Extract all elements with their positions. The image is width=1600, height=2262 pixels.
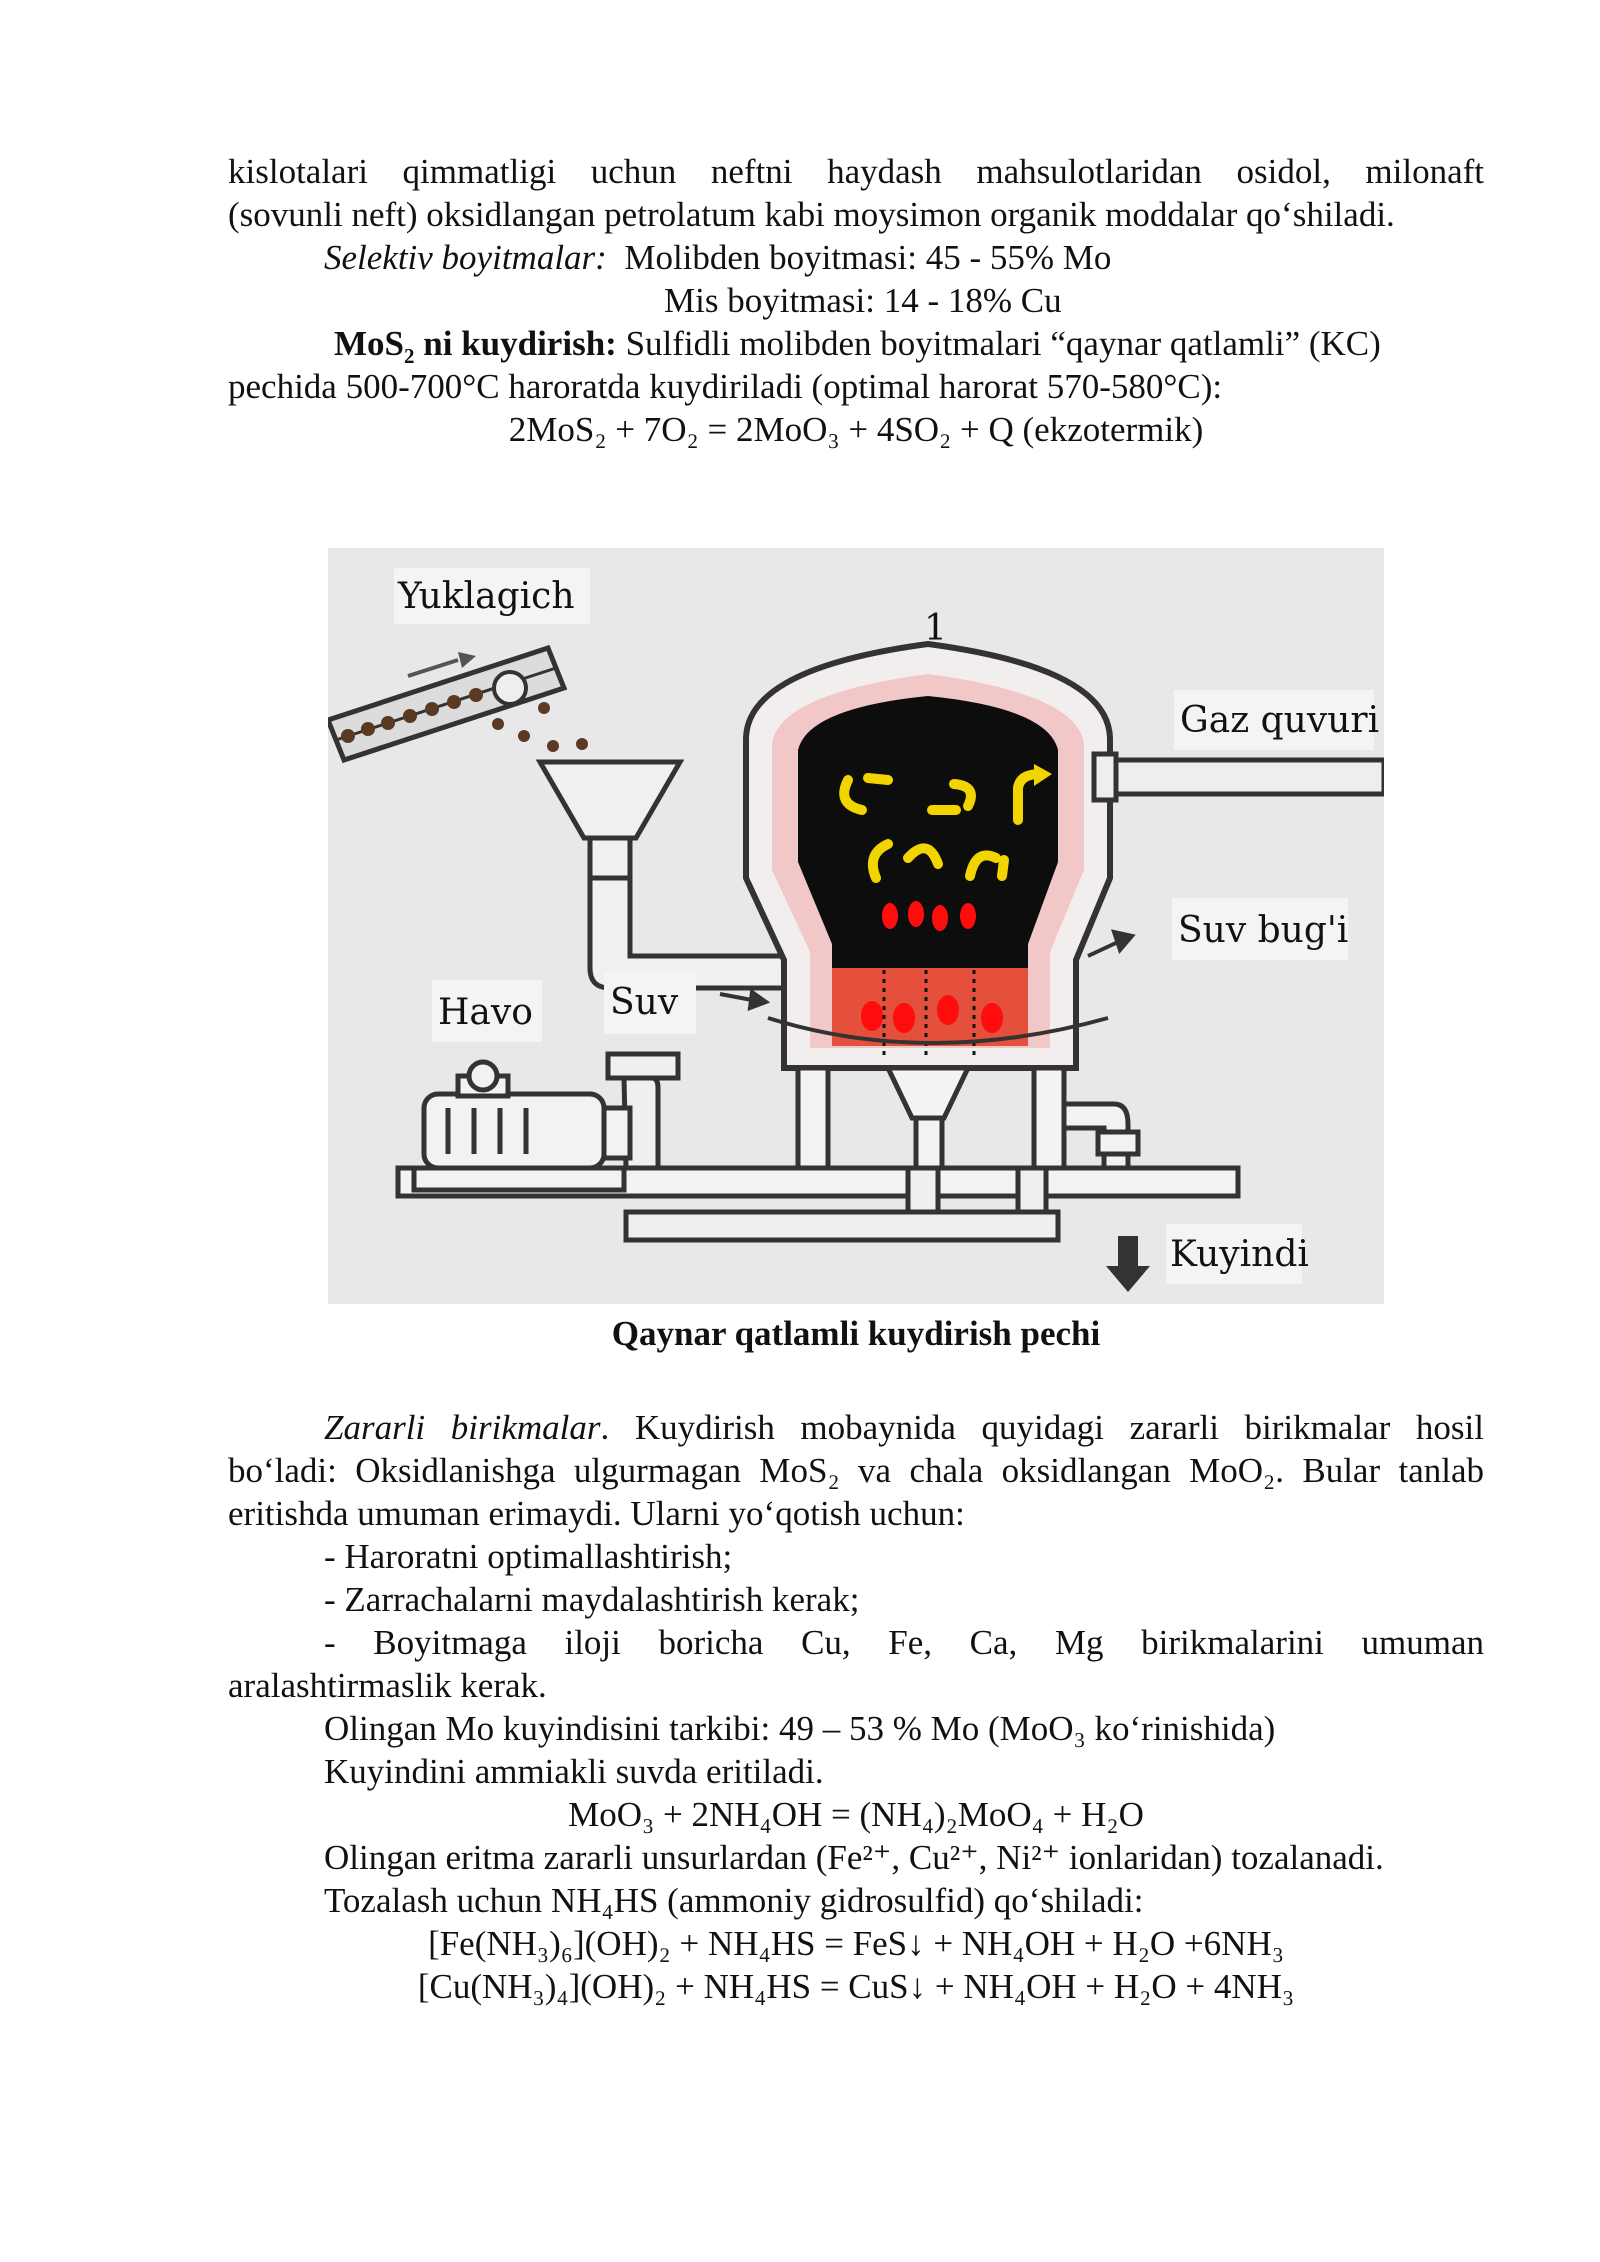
gas-pipe-graphic <box>1094 754 1384 800</box>
paragraph-line-2: (sovunli neft) oksidlangan petrolatum kabi moysimon organik moddalar qo‘shiladi. <box>228 195 1395 234</box>
list-item-continuation: aralashtirmaslik kerak. <box>228 1666 547 1705</box>
mos2-label: MoS$_2$ ni kuydirish: <box>334 324 617 368</box>
selective-cu: Mis boyitmasi: 14 - 18% Cu <box>664 281 1062 320</box>
selective-line <box>228 236 1484 279</box>
selective-label: Selektiv boyitmalar: <box>324 238 607 277</box>
list-item: - Boyitmaga iloji boricha Cu, Fe, Ca, Mg birikmalarini umuman <box>324 1623 1484 1662</box>
label-air: Havo <box>438 992 533 1033</box>
label-water: Suv <box>610 982 679 1023</box>
label-ash: Kuyindi <box>1170 1234 1309 1275</box>
bottom-text <box>228 1406 1484 2008</box>
label-loader: Yuklagich <box>398 576 575 617</box>
harmful-label: Zararli birikmalar <box>324 1408 601 1447</box>
label-steam: Suv bug'i <box>1178 910 1349 951</box>
furnace-graphic <box>746 644 1110 1068</box>
reagent-line: Tozalash uchun NH₄HS (ammoniy gidrosulfid) qo‘shiladi: <box>324 1881 1144 1920</box>
harmful-text: . Kuydirish mobaynida quyidagi zararli birikmalar hosil <box>600 1408 1484 1447</box>
dissolve-line: Kuyindini ammiakli suvda eritiladi. <box>324 1752 824 1791</box>
list-item: - Zarrachalarni maydalashtirish kerak; <box>324 1580 860 1619</box>
figure-caption: Qaynar qatlamli kuydirish pechi <box>611 1314 1101 1353</box>
harmful-line-2: bo‘ladi: Oksidlanishga ulgurmagan MoS₂ va chala oksidlangan MoO₂. Bular tanlab <box>228 1451 1484 1490</box>
equation-2: MoO₃ + 2NH₄OH = (NH₄)₂MoO₄ + H₂O <box>568 1795 1144 1834</box>
equation-1: 2MoS₂ + 7O₂ = 2MoO₃ + 4SO₂ + Q (ekzotermik) <box>508 410 1204 449</box>
equation-4: [Cu(NH₃)₄](OH)₂ + NH₄HS = CuS↓ + NH₄OH + H₂O + 4NH₃ <box>417 1967 1295 2006</box>
label-number-1: 1 <box>924 608 947 649</box>
label-gas-pipe: Gaz quvuri <box>1180 700 1380 741</box>
calcine-line: Olingan Mo kuyindisini tarkibi: 49 – 53 % Mo (MoO₃ ko‘rinishida) <box>324 1709 1276 1748</box>
furnace-diagram <box>328 548 1384 1304</box>
top-text <box>228 150 1484 451</box>
selective-mo: Molibden boyitmasi: 45 - 55% Mo <box>624 238 1112 277</box>
mos2-text: Sulfidli molibden boyitmalari “qaynar qatlamli” (KC) <box>616 324 1381 363</box>
harmful-line-1 <box>228 1406 1484 1449</box>
list-item: - Haroratni optimallashtirish; <box>324 1537 733 1576</box>
paragraph-line-1: kislotalari qimmatligi uchun neftni haydash mahsulotlaridan osidol, milonaft <box>228 152 1484 191</box>
mos2-text-2: pechida 500-700°C haroratda kuydiriladi (optimal harorat 570-580°C): <box>228 367 1223 406</box>
mos2-heading-line <box>228 322 1484 368</box>
purify-line: Olingan eritma zararli unsurlardan (Fe²⁺, Cu²⁺, Ni²⁺ ionlaridan) tozalanadi. <box>324 1838 1384 1877</box>
equation-3: [Fe(NH₃)₆](OH)₂ + NH₄HS = FeS↓ + NH₄OH + H₂O +6NH₃ <box>428 1924 1284 1963</box>
harmful-line-3: eritishda umuman erimaydi. Ularni yo‘qotish uchun: <box>228 1494 965 1533</box>
furnace-figure <box>328 548 1384 1304</box>
